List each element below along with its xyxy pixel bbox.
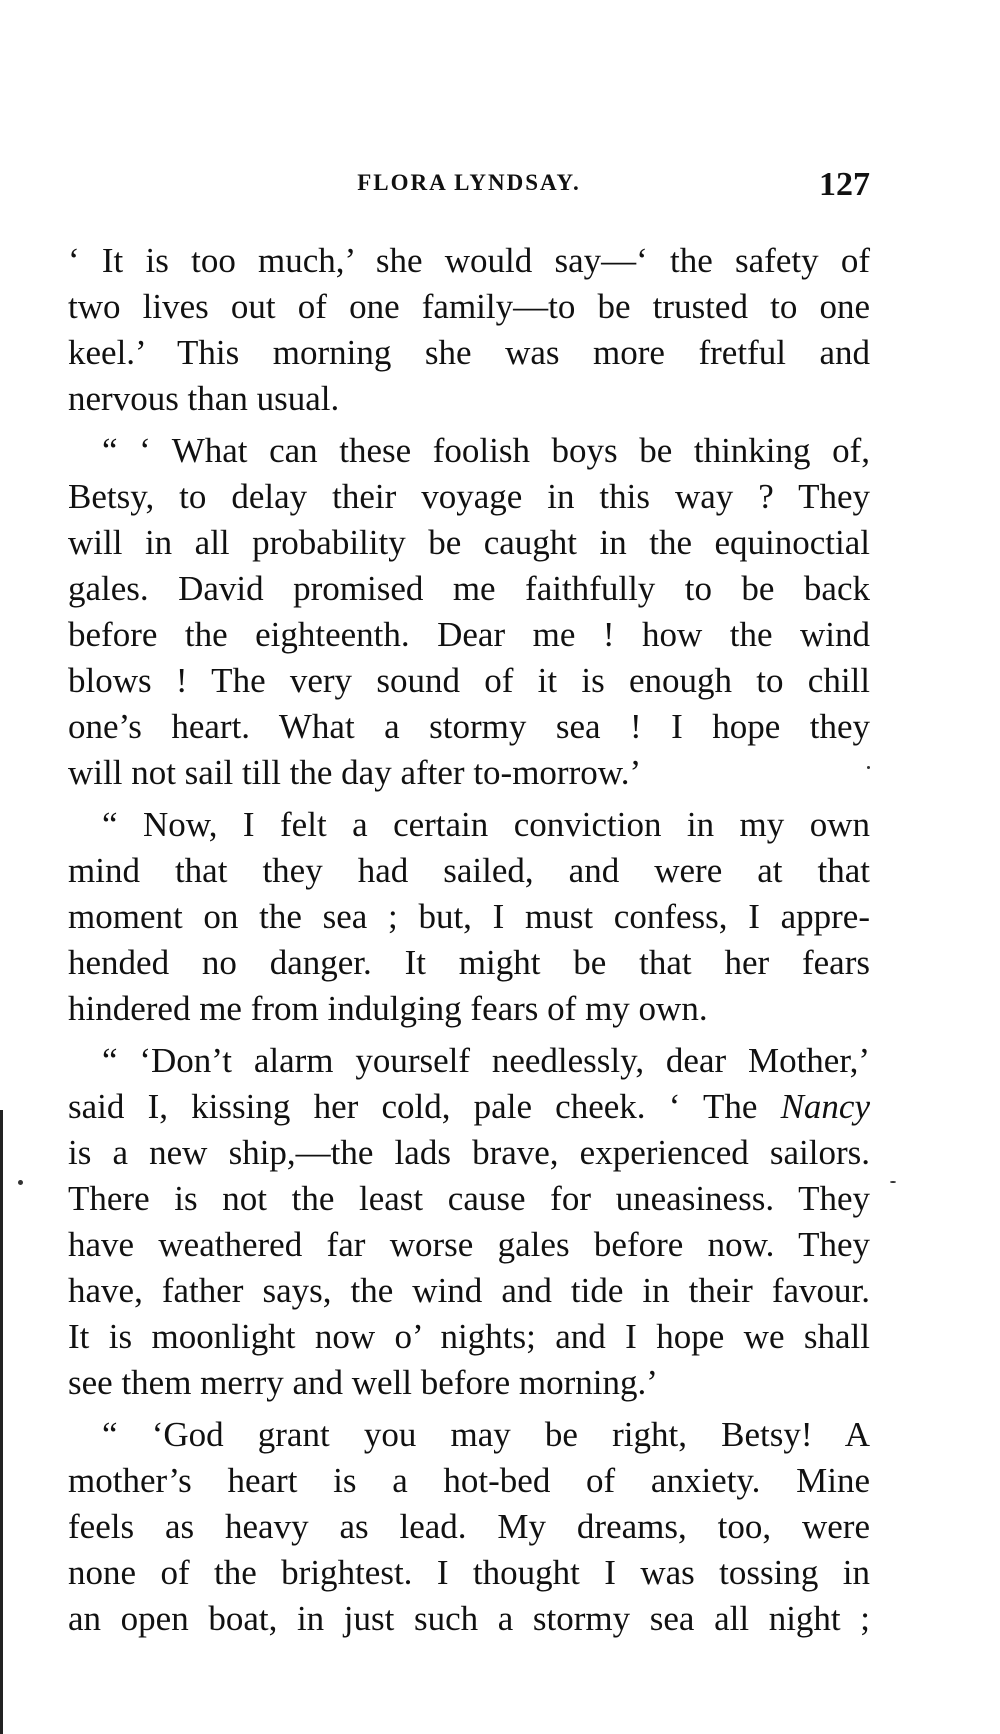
text-line: hended no danger. It might be that her fears (68, 943, 870, 982)
text-line: before the eighteenth. Dear me ! how the wind (68, 615, 870, 654)
text-line: “ Now, I felt a certain conviction in my own (102, 805, 870, 844)
text-line: blows ! The very sound of it is enough to chill (68, 661, 870, 700)
page-edge-rule (0, 1110, 3, 1734)
text-line: two lives out of one family—to be trusted to one (68, 287, 870, 326)
text-line: feels as heavy as lead. My dreams, too, were (68, 1507, 870, 1546)
text-line: ‘ It is too much,’ she would say—‘ the safety of (68, 241, 870, 280)
text-line: have, father says, the wind and tide in their favour. (68, 1271, 870, 1310)
ink-speck (867, 766, 870, 769)
text-line: will not sail till the day after to-morrow.’ (68, 753, 642, 792)
text-line: is a new ship,—the lads brave, experienced sailors. (68, 1133, 870, 1172)
text-line: one’s heart. What a stormy sea ! I hope they (68, 707, 870, 746)
text-line: will in all probability be caught in the equinoctial (68, 523, 870, 562)
text-line: mother’s heart is a hot-bed of anxiety. Mine (68, 1461, 870, 1500)
text-line: said I, kissing her cold, pale cheek. ‘ The Nancy (68, 1087, 870, 1126)
text-line: an open boat, in just such a stormy sea all night ; (68, 1599, 870, 1638)
text-line: keel.’ This morning she was more fretful and (68, 333, 870, 372)
ship-name: Nancy (780, 1087, 870, 1126)
text-line: mind that they had sailed, and were at that (68, 851, 870, 890)
text-line: nervous than usual. (68, 379, 340, 418)
text-line: “ ‘Don’t alarm yourself needlessly, dear Mother,’ (102, 1041, 870, 1080)
ink-speck (18, 1180, 23, 1185)
text-line: There is not the least cause for uneasiness. They (68, 1179, 870, 1218)
text-line: Betsy, to delay their voyage in this way ? They (68, 477, 870, 516)
text-line: gales. David promised me faithfully to be back (68, 569, 870, 608)
text-line: moment on the sea ; but, I must confess, I appre- (68, 897, 870, 936)
text-line: none of the brightest. I thought I was tossing in (68, 1553, 870, 1592)
text-line: see them merry and well before morning.’ (68, 1363, 658, 1402)
page-header (68, 166, 870, 206)
text-line: It is moonlight now o’ nights; and I hope we shall (68, 1317, 870, 1356)
body-text (68, 238, 870, 1642)
page-number: 127 (819, 166, 870, 203)
ink-speck (890, 1181, 896, 1183)
text-line: have weathered far worse gales before now. They (68, 1225, 870, 1264)
running-title: FLORA LYNDSAY. (357, 170, 581, 195)
text-line: “ ‘ What can these foolish boys be thinking of, (102, 431, 870, 470)
text-line: hindered me from indulging fears of my own. (68, 989, 708, 1028)
text-line: “ ‘God grant you may be right, Betsy! A (102, 1415, 870, 1454)
